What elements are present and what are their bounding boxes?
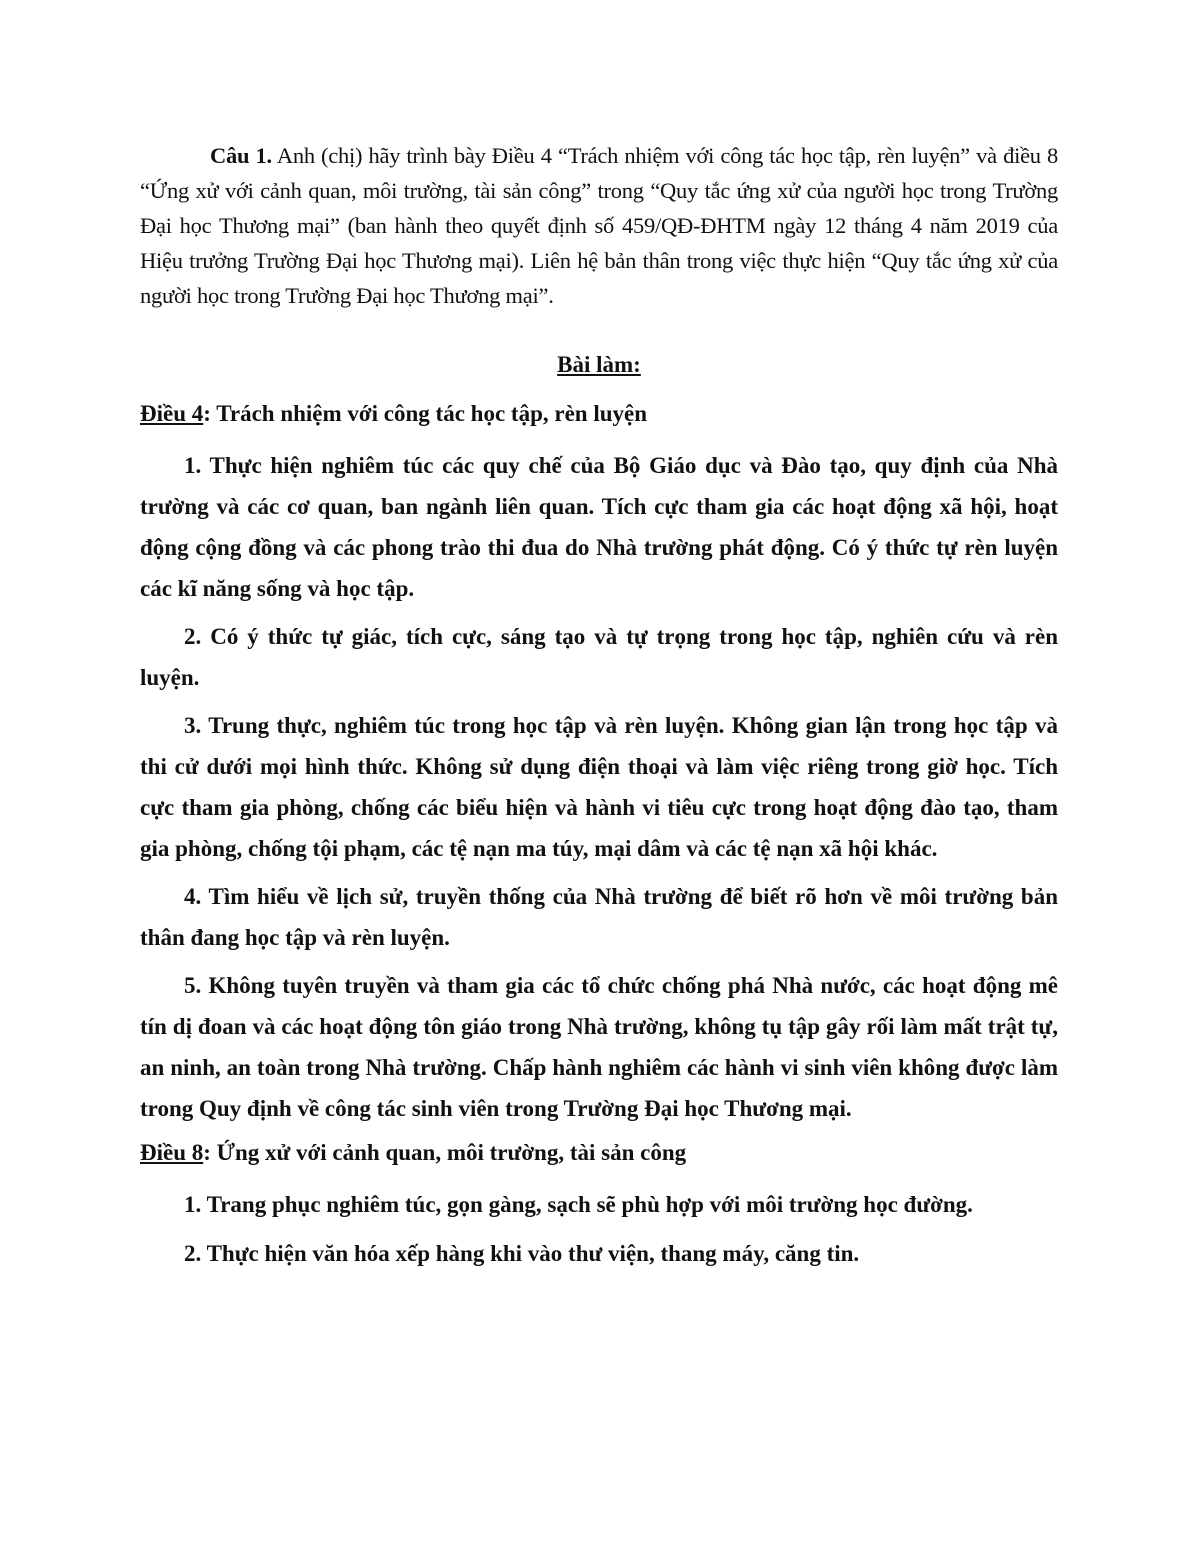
section-dieu-4 bbox=[140, 397, 1058, 1129]
section-heading-dieu-8 bbox=[140, 1136, 1058, 1170]
clause-item: 3. Trung thực, nghiêm túc trong học tập và rèn luyện. Không gian lận trong học tập và thi cử dưới mọi hình thức. Không sử dụng điện thoại và làm việc riêng trong giờ học. Tích cực tham gia phòng, chống các biểu hiện và hành vi tiêu cực trong hoạt động đào tạo, tham gia phòng, chống tội phạm, các tệ nạn ma túy, mại dâm và các tệ nạn xã hội khác. bbox=[140, 713, 1058, 861]
question-text: Anh (chị) hãy trình bày Điều 4 “Trách nhiệm với công tác học tập, rèn luyện” và điều 8 “Ứng xử với cảnh quan, môi trường, tài sản công” trong “Quy tắc ứng xử của người học trong Trường Đại học Thương mại” (ban hành theo quyết định số 459/QĐ-ĐHTM ngày 12 tháng 4 năm 2019 của Hiệu trưởng Trường Đại học Thương mại). Liên hệ bản thân trong việc thực hiện “Quy tắc ứng xử của người học trong Trường Đại học Thương mại”. bbox=[140, 143, 1059, 308]
clause-item: 1. Trang phục nghiêm túc, gọn gàng, sạch sẽ phù hợp với môi trường học đường. bbox=[184, 1192, 973, 1217]
section-number: Điều 4 bbox=[140, 401, 204, 426]
clause-item: 1. Thực hiện nghiêm túc các quy chế của Bộ Giáo dục và Đào tạo, quy định của Nhà trường và các cơ quan, ban ngành liên quan. Tích cực tham gia các hoạt động xã hội, hoạt động cộng đồng và các phong trào thi đua do Nhà trường phát động. Có ý thức tự rèn luyện các kĩ năng sống và học tập. bbox=[140, 453, 1058, 601]
clause-item: 2. Thực hiện văn hóa xếp hàng khi vào thư viện, thang máy, căng tin. bbox=[184, 1241, 860, 1266]
section-number: Điều 8 bbox=[140, 1140, 204, 1165]
answer-title-text: Bài làm: bbox=[557, 352, 641, 377]
clause-item: 5. Không tuyên truyền và tham gia các tổ chức chống phá Nhà nước, các hoạt động mê tín dị đoan và các hoạt động tôn giáo trong Nhà trường, không tụ tập gây rối làm mất trật tự, an ninh, an toàn trong Nhà trường. Chấp hành nghiêm các hành vi sinh viên không được làm trong Quy định về công tác sinh viên trong Trường Đại học Thương mại. bbox=[140, 973, 1058, 1121]
answer-title bbox=[140, 347, 1058, 383]
document-page bbox=[140, 138, 1058, 1282]
section-title: : Ứng xử với cảnh quan, môi trường, tài sản công bbox=[203, 1140, 687, 1165]
section-title: : Trách nhiệm với công tác học tập, rèn luyện bbox=[203, 401, 648, 426]
section-heading-dieu-4 bbox=[140, 397, 1058, 431]
question-label: Câu 1. bbox=[210, 143, 272, 168]
clause-item: 2. Có ý thức tự giác, tích cực, sáng tạo và tự trọng trong học tập, nghiên cứu và rèn luyện. bbox=[140, 624, 1058, 690]
question-paragraph bbox=[140, 138, 1058, 313]
clause-item: 4. Tìm hiểu về lịch sử, truyền thống của Nhà trường để biết rõ hơn về môi trường bản thân đang học tập và rèn luyện. bbox=[140, 884, 1058, 950]
section-dieu-8 bbox=[140, 1136, 1058, 1274]
